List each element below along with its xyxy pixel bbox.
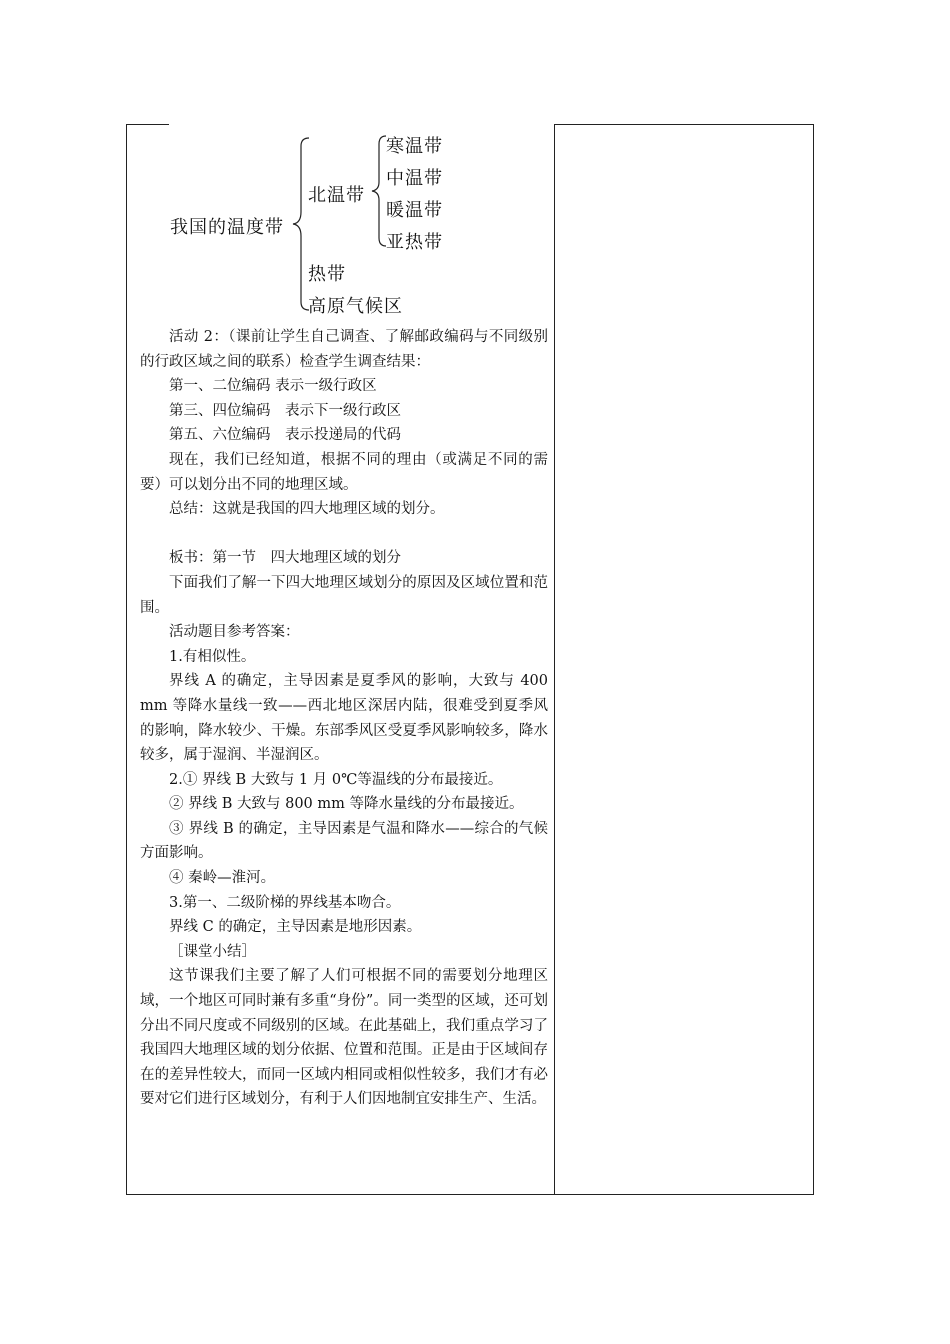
temperature-zone-diagram xyxy=(126,124,554,324)
paragraph: 板书：第一节 四大地理区域的划分 xyxy=(169,550,401,567)
north-sub-label: 寒温带 xyxy=(386,136,443,157)
blank-line xyxy=(140,522,548,547)
paragraph: 现在，我们已经知道，根据不同的理由（或满足不同的需要）可以划分出不同的地理区域。 xyxy=(140,451,548,493)
tropical-label: 热带 xyxy=(308,264,346,285)
north-temperate-label: 北温带 xyxy=(308,185,365,206)
lesson-content xyxy=(140,325,548,1112)
paragraph: 界线 C 的确定，主导因素是地形因素。 xyxy=(169,919,422,936)
paragraph: 第三、四位编码 表示下一级行政区 xyxy=(169,402,401,419)
north-sub-label: 亚热带 xyxy=(386,232,443,253)
paragraph: 3.第一、二级阶梯的界线基本吻合。 xyxy=(169,894,401,911)
paragraph: ［课堂小结］ xyxy=(169,943,256,960)
paragraph: ② 界线 B 大致与 800 mm 等降水量线的分布最接近。 xyxy=(169,796,524,813)
paragraph: ④ 秦岭—淮河。 xyxy=(169,870,276,887)
paragraph: 2.① 界线 B 大致与 1 月 0℃等温线的分布最接近。 xyxy=(169,771,503,788)
paragraph: 1.有相似性。 xyxy=(169,648,256,665)
paragraph: 下面我们了解一下四大地理区域划分的原因及区域位置和范围。 xyxy=(140,574,548,616)
paragraph: ③ 界线 B 的确定，主导因素是气温和降水——综合的气候方面影响。 xyxy=(140,820,548,862)
paragraph: 第一、二位编码 表示一级行政区 xyxy=(169,378,377,395)
paragraph: 这节课我们主要了解了人们可根据不同的需要划分地理区域，一个地区可同时兼有多重“身份”。同一类型的区域，还可划分出不同尺度或不同级别的区域。在此基础上，我们重点学习了我国四大地理区域的划分依据、位置和范围。正是由于区域间存在的差异性较大，而同一区域内相同或相似性较多，我们才有必要对它们进行区域划分，有利于人们因地制宜安排生产、生活。 xyxy=(140,968,548,1108)
paragraph: 活动题目参考答案： xyxy=(169,624,300,641)
north-sub-label: 中温带 xyxy=(386,168,443,189)
north-sub-label: 暖温带 xyxy=(386,200,443,221)
notes-cell xyxy=(555,125,813,1194)
root-label: 我国的温度带 xyxy=(170,217,284,238)
paragraph: 第五、六位编码 表示投递局的代码 xyxy=(169,427,401,444)
paragraph: 活动 2：（课前让学生自己调查、了解邮政编码与不同级别的行政区域之间的联系）检查学生调查结果： xyxy=(140,329,548,370)
paragraph: 总结：这就是我国的四大地理区域的划分。 xyxy=(169,501,445,518)
paragraph: 界线 A 的确定，主导因素是夏季风的影响，大致与 400 mm 等降水量线一致——西北地区深居内陆，很难受到夏季风的影响，降水较少、干燥。东部季风区受夏季风影响较多，降水较多，属于湿润、半湿润区。 xyxy=(140,673,548,764)
plateau-label: 高原气候区 xyxy=(308,296,403,317)
